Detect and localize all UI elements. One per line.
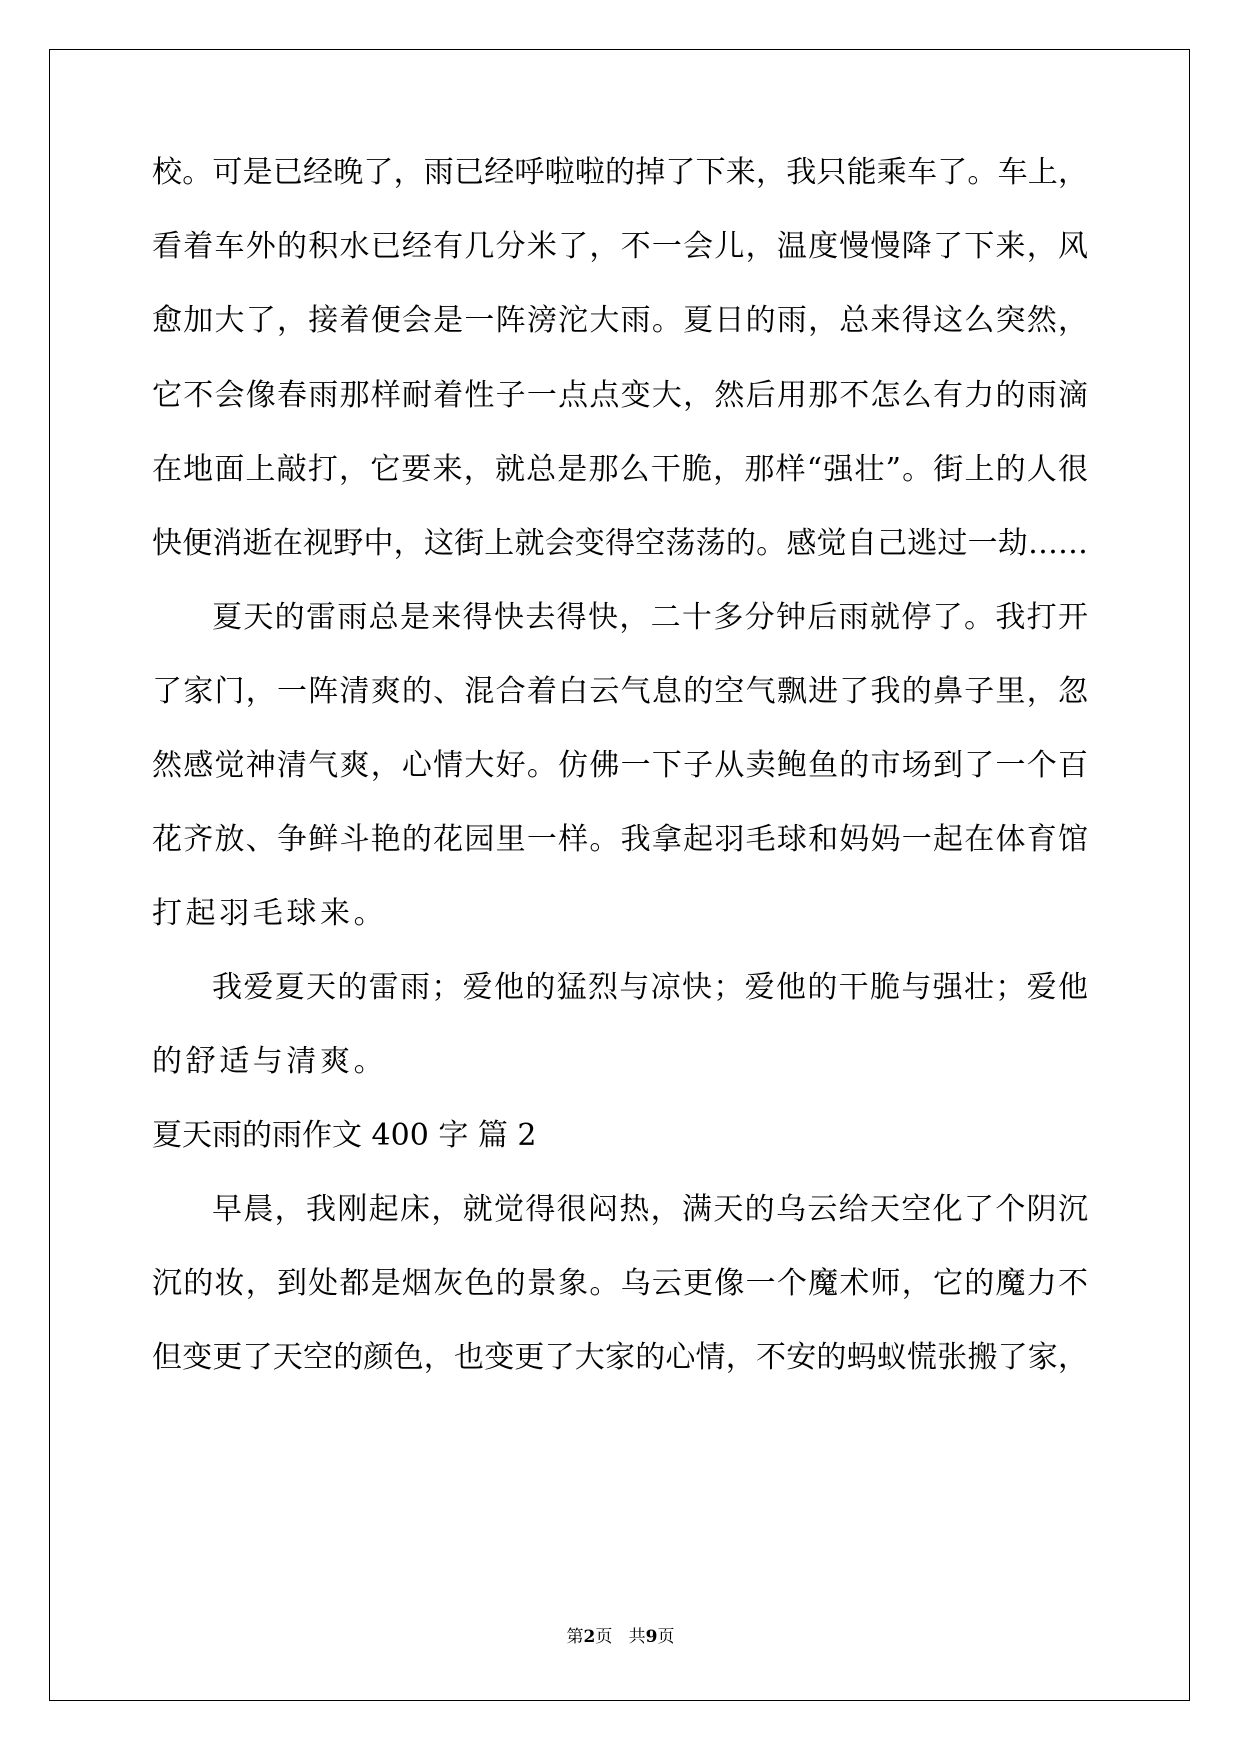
text-line: 看着车外的积水已经有几分米了，不一会儿，温度慢慢降了下来，风 (152, 229, 1088, 264)
text-line: 打起羽毛球来。 (152, 896, 388, 931)
text-line: 的舒适与清爽。 (152, 1044, 388, 1079)
text-line: 了家门，一阵清爽的、混合着白云气息的空气飘进了我的鼻子里，忽 (152, 674, 1088, 709)
text-line: 花齐放、争鲜斗艳的花园里一样。我拿起羽毛球和妈妈一起在体育馆 (152, 822, 1088, 857)
text-line: 夏天的雷雨总是来得快去得快，二十多分钟后雨就停了。我打开 (212, 600, 1088, 635)
footer-mid: 页 共 (595, 1627, 646, 1647)
footer-suffix: 页 (657, 1627, 675, 1647)
text-line: 校。可是已经晚了，雨已经呼啦啦的掉了下来，我只能乘车了。车上， (152, 155, 1088, 190)
text-line: 但变更了天空的颜色，也变更了大家的心情，不安的蚂蚁慌张搬了家， (152, 1340, 1088, 1375)
section-heading: 夏天雨的雨作文 400 字 篇 2 (152, 1118, 537, 1153)
text-line: 沉的妆，到处都是烟灰色的景象。乌云更像一个魔术师，它的魔力不 (152, 1266, 1088, 1301)
text-line: 快便消逝在视野中，这街上就会变得空荡荡的。感觉自己逃过一劫…… (152, 526, 1088, 561)
total-pages-number: 9 (645, 1627, 658, 1647)
text-line: 愈加大了，接着便会是一阵滂沱大雨。夏日的雨，总来得这么突然， (152, 303, 1088, 338)
text-line: 在地面上敲打，它要来，就总是那么干脆，那样“强壮”。街上的人很 (152, 452, 1088, 487)
page-border (49, 49, 1190, 1701)
text-line: 我爱夏天的雷雨；爱他的猛烈与凉快；爱他的干脆与强壮；爱他 (212, 970, 1088, 1005)
page-footer (0, 1625, 1241, 1649)
footer-prefix: 第 (566, 1627, 584, 1647)
current-page-number: 2 (583, 1627, 596, 1647)
text-line: 早晨，我刚起床，就觉得很闷热，满天的乌云给天空化了个阴沉 (212, 1192, 1088, 1227)
text-line: 它不会像春雨那样耐着性子一点点变大，然后用那不怎么有力的雨滴 (152, 378, 1088, 413)
text-line: 然感觉神清气爽，心情大好。仿佛一下子从卖鲍鱼的市场到了一个百 (152, 748, 1088, 783)
